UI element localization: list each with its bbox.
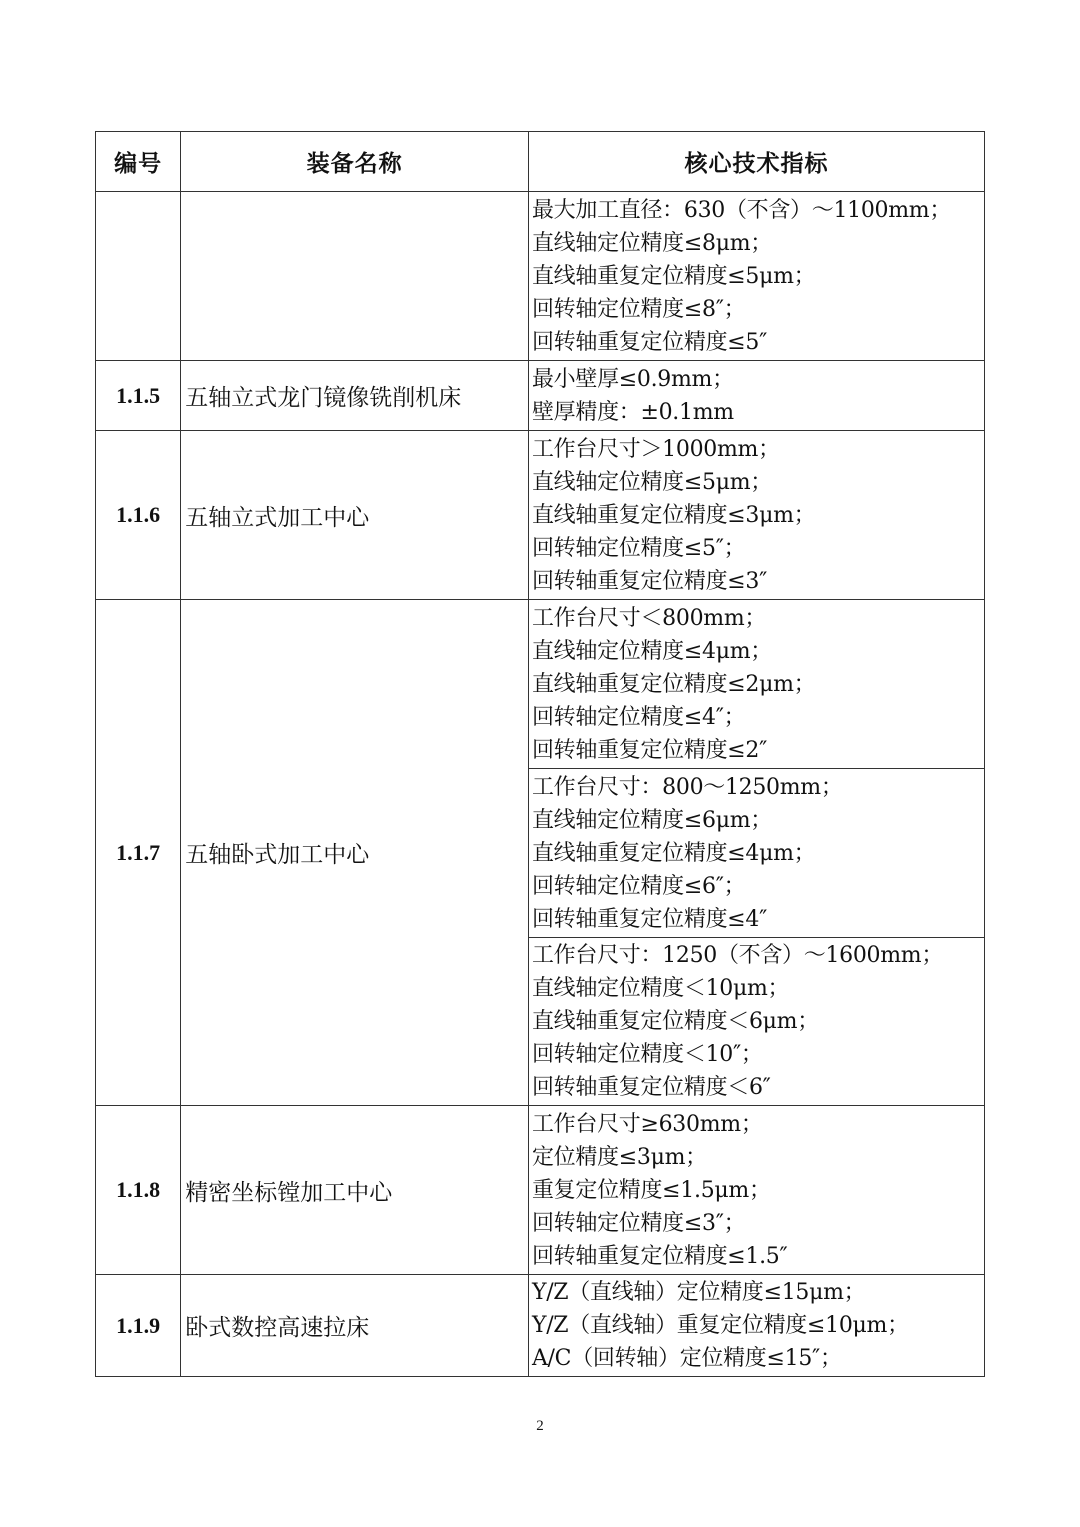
- spec-line: 回转轴定位精度≤4″；: [531, 704, 746, 730]
- row-id: [96, 192, 181, 361]
- row-name: 五轴立式龙门镜像铣削机床: [181, 361, 529, 431]
- table-header-row: [96, 132, 985, 192]
- spec-line: Y/Z（直线轴）重复定位精度≤10μm；: [531, 1313, 909, 1338]
- row-id: 1.1.7: [96, 600, 181, 1106]
- table-row: [96, 1106, 985, 1275]
- spec-line: 直线轴定位精度≤5μm；: [531, 469, 772, 495]
- spec-line: 回转轴重复定位精度≤1.5″: [531, 1243, 788, 1269]
- spec-line: 回转轴重复定位精度≤3″: [531, 568, 768, 594]
- spec-line: 回转轴定位精度≤6″；: [531, 873, 746, 899]
- spec-line: 直线轴重复定位精度≤2μm；: [531, 671, 816, 697]
- spec-line: Y/Z（直线轴）定位精度≤15μm；: [531, 1280, 866, 1305]
- header-spec: 核心技术指标: [528, 132, 984, 192]
- header-name: 装备名称: [181, 132, 529, 192]
- spec-line: 直线轴定位精度≤4μm；: [531, 638, 772, 664]
- row-id: 1.1.6: [96, 431, 181, 600]
- spec-line: 直线轴定位精度≤8μm；: [531, 230, 772, 256]
- spec-line: 回转轴重复定位精度＜6″: [531, 1075, 771, 1100]
- row-id: 1.1.5: [96, 361, 181, 431]
- row-name: [181, 192, 529, 361]
- equipment-spec-table: [95, 131, 985, 1377]
- row-id: 1.1.8: [96, 1106, 181, 1275]
- spec-line: 最大加工直径：630（不含）～1100mm；: [531, 197, 952, 223]
- table-row: [96, 361, 985, 431]
- spec-line: 定位精度≤3μm；: [531, 1144, 707, 1170]
- header-id: 编号: [96, 132, 181, 192]
- row-name: 卧式数控高速拉床: [181, 1275, 529, 1377]
- spec-line: 回转轴重复定位精度≤2″: [531, 737, 768, 763]
- spec-line: 直线轴重复定位精度≤3μm；: [531, 502, 816, 528]
- table-row: [96, 192, 985, 361]
- spec-line: 最小壁厚≤0.9mm；: [531, 366, 734, 392]
- spec-line: 工作台尺寸：800～1250mm；: [531, 774, 843, 800]
- row-name: 五轴卧式加工中心: [181, 600, 529, 1106]
- spec-line: 回转轴定位精度≤5″；: [531, 535, 746, 561]
- row-id: 1.1.9: [96, 1275, 181, 1377]
- row-specs-group-1: [528, 600, 984, 769]
- spec-line: 工作台尺寸＞1000mm；: [531, 436, 780, 462]
- row-name: 五轴立式加工中心: [181, 431, 529, 600]
- spec-line: 直线轴重复定位精度≤4μm；: [531, 840, 816, 866]
- spec-line: 壁厚精度：±0.1mm: [531, 399, 734, 425]
- spec-line: 工作台尺寸：1250（不含）～1600mm；: [531, 943, 944, 968]
- table-row: [96, 1275, 985, 1377]
- spec-line: 直线轴定位精度≤6μm；: [531, 807, 772, 833]
- row-specs: [528, 1275, 984, 1377]
- spec-line: 直线轴重复定位精度≤5μm；: [531, 263, 816, 289]
- page-number: 2: [536, 1418, 544, 1434]
- row-specs: [528, 361, 984, 431]
- spec-line: 直线轴定位精度＜10μm；: [531, 976, 790, 1001]
- spec-line: 回转轴定位精度＜10″；: [531, 1042, 763, 1067]
- spec-line: 直线轴重复定位精度＜6μm；: [531, 1009, 819, 1034]
- spec-line: 工作台尺寸＜800mm；: [531, 605, 767, 631]
- spec-line: 工作台尺寸≥630mm；: [531, 1111, 763, 1137]
- row-specs: [528, 192, 984, 361]
- spec-line: 重复定位精度≤1.5μm；: [531, 1177, 771, 1203]
- row-specs: [528, 1106, 984, 1275]
- spec-line: 回转轴重复定位精度≤4″: [531, 906, 768, 932]
- table-row: [96, 600, 985, 769]
- row-name: 精密坐标镗加工中心: [181, 1106, 529, 1275]
- spec-line: A/C（回转轴）定位精度≤15″；: [531, 1346, 842, 1371]
- spec-line: 回转轴定位精度≤3″；: [531, 1210, 746, 1236]
- spec-line: 回转轴定位精度≤8″；: [531, 296, 746, 322]
- row-specs: [528, 431, 984, 600]
- table-row: [96, 431, 985, 600]
- spec-line: 回转轴重复定位精度≤5″: [531, 329, 768, 355]
- row-specs-group-2: [528, 769, 984, 938]
- row-specs-group-3: [528, 938, 984, 1106]
